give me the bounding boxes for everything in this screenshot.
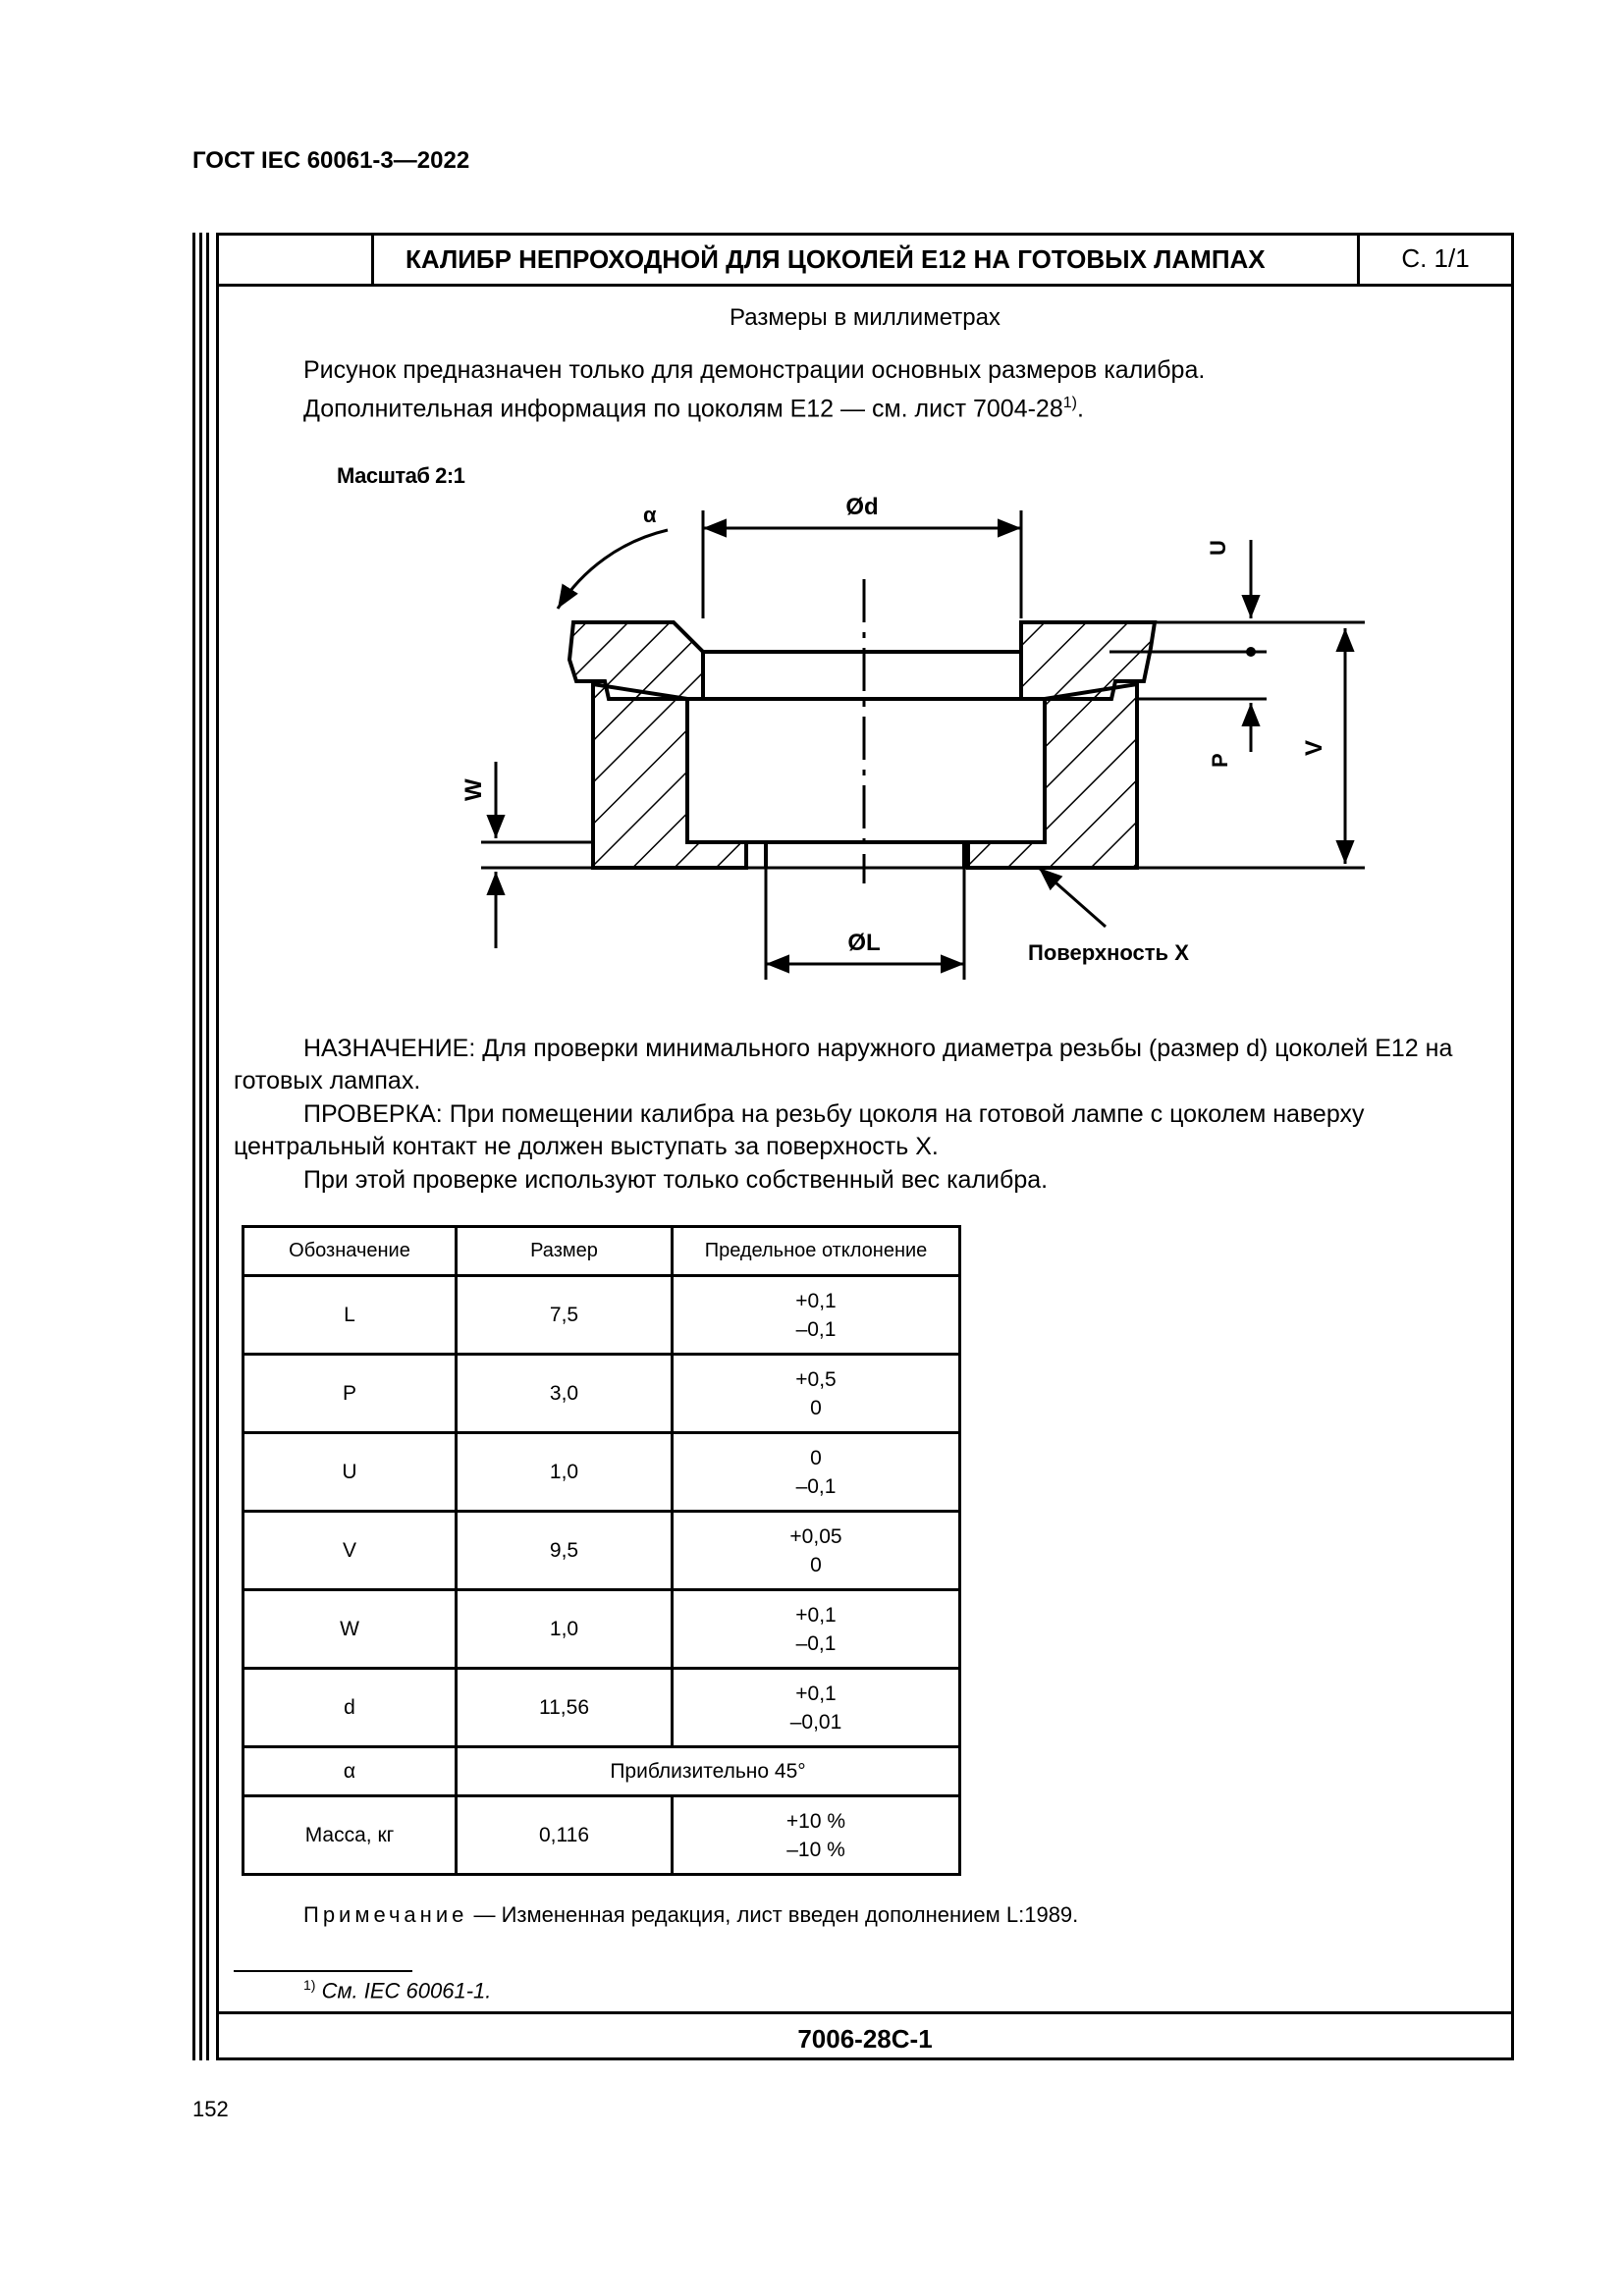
check-paragraph: ПРОВЕРКА: При помещении калибра на резьбу цоколя на готовой лампе с цоколем наверху центральный контакт не должен выступать за поверхность X. <box>234 1100 1365 1160</box>
table-row <box>243 1276 960 1355</box>
cell-symbol: W <box>243 1590 457 1669</box>
purpose-text <box>234 1033 1510 1097</box>
footnote-text: См. IEC 60061-1. <box>315 1978 492 2003</box>
note-text: — Измененная редакция, лист введен дополнением L:1989. <box>467 1902 1079 1927</box>
intro-line-2-text: Дополнительная информация по цоколям Е12 — см. лист 7004-28 <box>303 395 1063 423</box>
tolerance-lower: 0 <box>810 1396 822 1419</box>
tolerance-upper: 0 <box>810 1446 822 1469</box>
body-outlines <box>687 652 1045 868</box>
upper-flange-left <box>569 622 703 699</box>
gauge-drawing <box>0 0 1623 1001</box>
tolerance-lower: –0,1 <box>795 1474 837 1498</box>
table-row-alpha <box>243 1747 960 1796</box>
tolerance-lower: –0,01 <box>789 1710 842 1734</box>
sheet-bottom-rule <box>216 2011 1514 2014</box>
footnote-rule <box>234 1970 412 1972</box>
cell-tolerance <box>673 1796 960 1875</box>
page-number: 152 <box>192 2097 229 2121</box>
check-text <box>234 1098 1510 1163</box>
note <box>303 1902 1078 1928</box>
table-header-row <box>243 1227 960 1276</box>
cell-tolerance <box>673 1590 960 1669</box>
tolerance-upper: +0,1 <box>795 1603 837 1627</box>
sheet-code: 7006-28С-1 <box>797 2024 933 2054</box>
contact-point-marker <box>1246 647 1256 657</box>
footnote-ref: 1) <box>1062 395 1077 411</box>
tolerance-lower: –10 % <box>786 1838 845 1861</box>
dimension-w-label: W <box>460 778 487 801</box>
table-row <box>243 1590 960 1669</box>
note-label: Примечание <box>303 1902 468 1927</box>
cell-size: 7,5 <box>457 1276 673 1355</box>
weight-paragraph: При этой проверке используют только собственный вес калибра. <box>303 1166 1049 1194</box>
intro-line-2-end: . <box>1076 395 1084 423</box>
table-row <box>243 1669 960 1747</box>
surface-x-label: Поверхность X <box>1028 940 1189 965</box>
table-row <box>243 1355 960 1433</box>
cell-tolerance <box>673 1433 960 1512</box>
cell-tolerance <box>673 1276 960 1355</box>
footnote-mark: 1) <box>303 1977 316 1993</box>
dimension-u-label: U <box>1206 540 1230 556</box>
tolerance-upper: +0,1 <box>795 1289 837 1312</box>
cell-symbol: P <box>243 1355 457 1433</box>
cell-size: 11,56 <box>457 1669 673 1747</box>
table-row-mass <box>243 1796 960 1875</box>
sheet-title: КАЛИБР НЕПРОХОДНОЙ ДЛЯ ЦОКОЛЕЙ Е12 НА ГОТОВЫХ ЛАМПАХ <box>406 244 1266 274</box>
table-row <box>243 1512 960 1590</box>
diameter-l-label: ØL <box>847 930 881 956</box>
cell-tolerance <box>673 1669 960 1747</box>
tolerance-lower: 0 <box>810 1553 822 1576</box>
tolerance-lower: –0,1 <box>795 1317 837 1341</box>
diameter-d-label: Ød <box>845 494 879 520</box>
lower-body-left <box>593 684 746 868</box>
table-row <box>243 1433 960 1512</box>
cell-symbol: V <box>243 1512 457 1590</box>
purpose-paragraph: НАЗНАЧЕНИЕ: Для проверки минимального наружного диаметра резьбы (размер d) цоколей Е12 на готовых лампах. <box>234 1035 1453 1095</box>
column-header-tolerance: Предельное отклонение <box>673 1227 960 1276</box>
dimensions-table <box>242 1225 961 1876</box>
cell-symbol: Масса, кг <box>243 1796 457 1875</box>
cell-symbol: L <box>243 1276 457 1355</box>
weight-text <box>234 1164 1510 1197</box>
cell-tolerance <box>673 1355 960 1433</box>
dimension-v-label: V <box>1301 739 1327 756</box>
cell-tolerance <box>673 1512 960 1590</box>
cell-size: 1,0 <box>457 1590 673 1669</box>
lower-body-right <box>968 684 1137 868</box>
cell-symbol: d <box>243 1669 457 1747</box>
cell-symbol: α <box>243 1747 457 1796</box>
document-code: ГОСТ IEC 60061-3—2022 <box>192 147 470 174</box>
cell-size: 1,0 <box>457 1433 673 1512</box>
tolerance-upper: +0,5 <box>795 1367 837 1391</box>
tolerance-lower: –0,1 <box>795 1631 837 1655</box>
cell-size: 9,5 <box>457 1512 673 1590</box>
alpha-label: α <box>643 503 657 527</box>
cell-size: 3,0 <box>457 1355 673 1433</box>
sheet-number: С. 1/1 <box>1401 243 1470 273</box>
tolerance-upper: +0,1 <box>795 1682 837 1705</box>
units-note: Размеры в миллиметрах <box>730 304 1001 331</box>
column-header-symbol: Обозначение <box>243 1227 457 1276</box>
cell-symbol: U <box>243 1433 457 1512</box>
gauge-section <box>569 622 1155 868</box>
dimension-p-label: P <box>1208 753 1232 768</box>
column-header-size: Размер <box>457 1227 673 1276</box>
cell-size: 0,116 <box>457 1796 673 1875</box>
drawing-scale: Масштаб 2:1 <box>337 463 465 488</box>
tolerance-upper: +10 % <box>785 1809 846 1833</box>
footnote <box>303 1977 491 2003</box>
cell-alpha-value: Приблизительно 45° <box>457 1747 960 1796</box>
intro-line-1: Рисунок предназначен только для демонстрации основных размеров калибра. <box>303 356 1206 384</box>
tolerance-upper: +0,05 <box>789 1524 842 1548</box>
